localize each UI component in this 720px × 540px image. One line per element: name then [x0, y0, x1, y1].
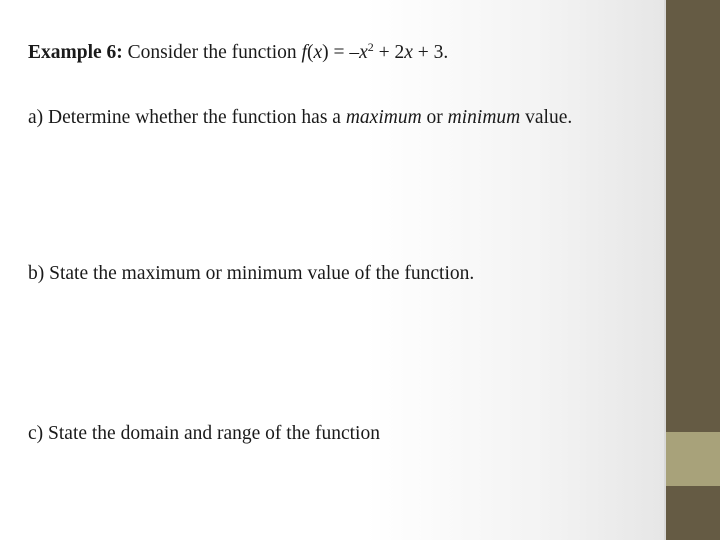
part-a-word-minimum: minimum	[447, 107, 521, 128]
part-a-joiner: or	[426, 107, 443, 128]
question-part-b: b) State the maximum or minimum value of the function.	[28, 263, 475, 284]
example-label: Example 6:	[28, 42, 123, 63]
part-a-word-maximum: maximum	[345, 107, 422, 128]
question-part-c: c) State the domain and range of the function	[28, 423, 380, 444]
question-part-a	[28, 107, 572, 129]
function-name: f	[301, 42, 307, 63]
example-intro: Consider the function	[127, 42, 297, 63]
function-argument: x	[313, 42, 323, 63]
part-a-suffix: value.	[525, 107, 573, 128]
function-exponent: 2	[367, 40, 374, 54]
function-middle-coefficient: + 2	[378, 42, 405, 63]
function-middle-variable: x	[404, 42, 413, 63]
function-leading-term: –x	[349, 42, 368, 63]
example-title: Example 6: Consider the function $f(x) = -x^2 + 2x + 3$.	[28, 40, 449, 63]
function-constant-term: + 3.	[417, 42, 449, 63]
sidebar-accent-block	[666, 432, 720, 486]
part-a-prefix: a) Determine whether the function has a	[28, 107, 341, 128]
